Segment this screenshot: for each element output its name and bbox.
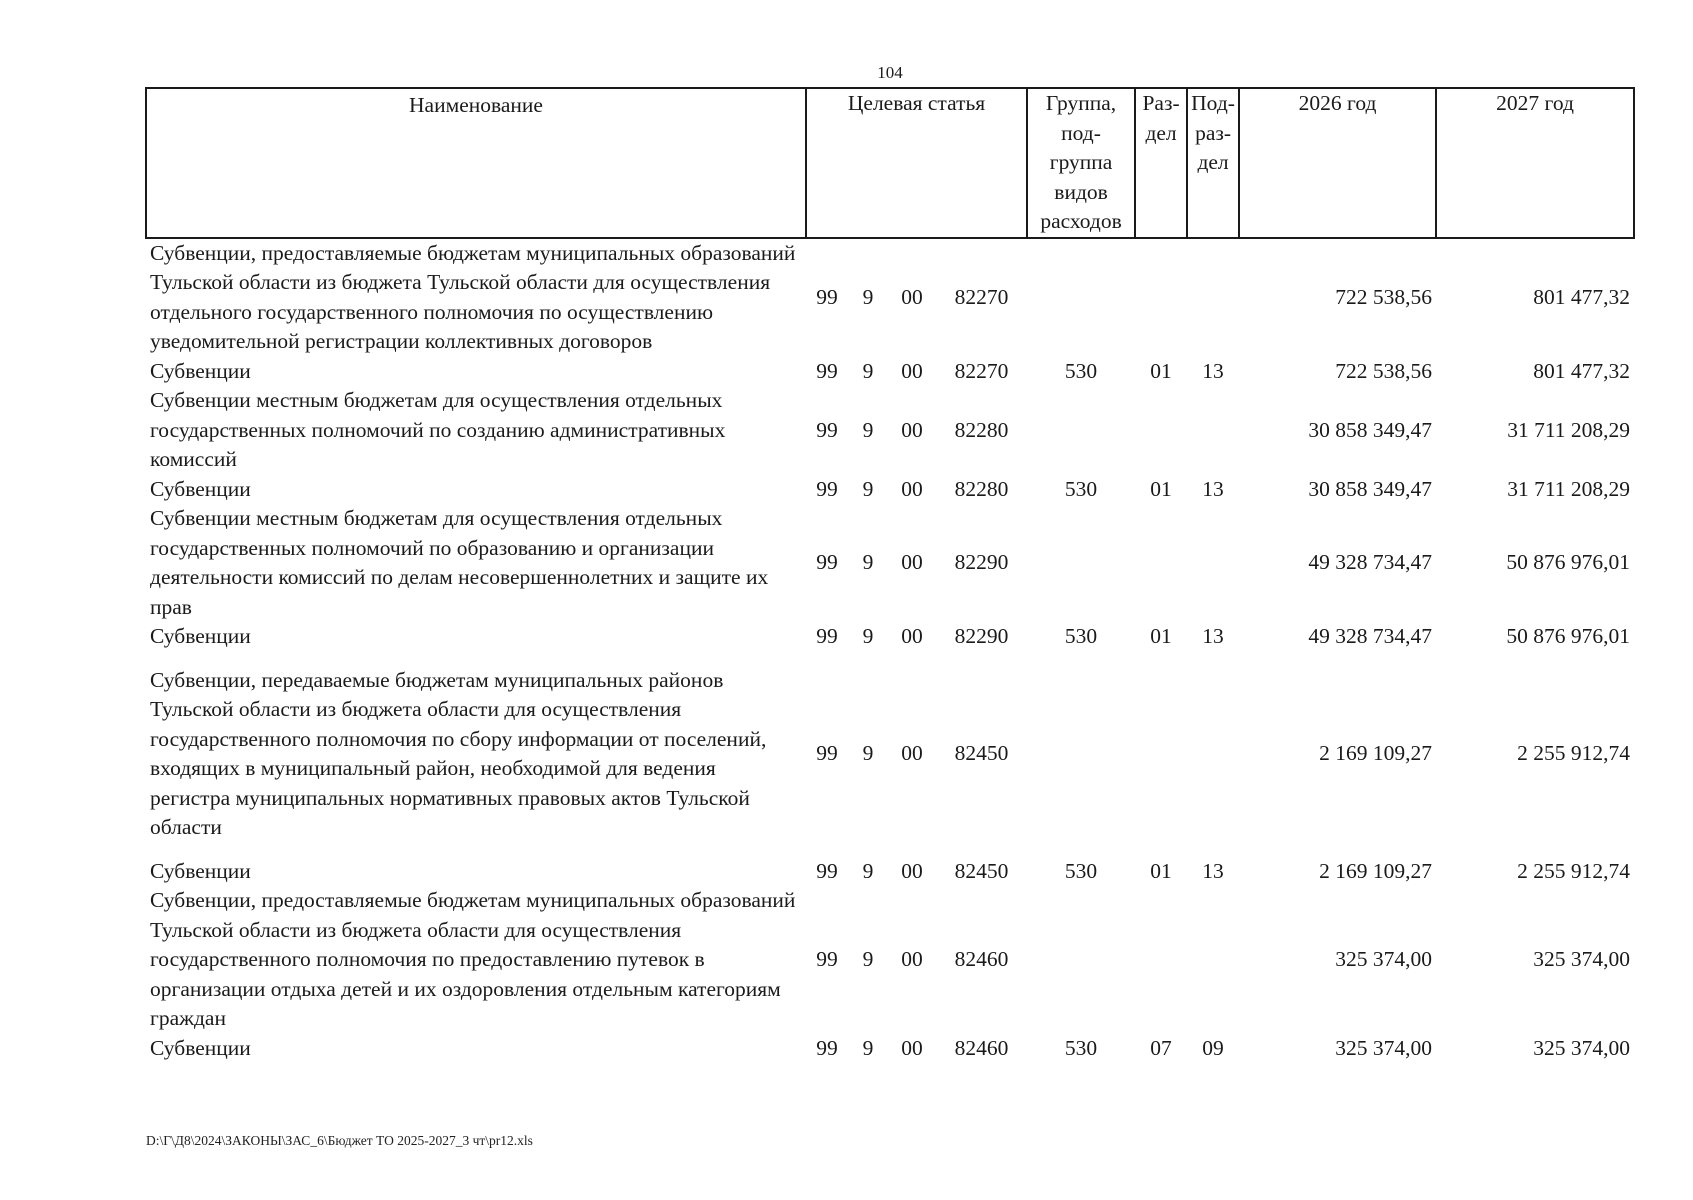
row-group — [1027, 386, 1135, 475]
row-cs-event: 00 — [901, 1035, 923, 1060]
table-row — [146, 357, 1634, 387]
row-name: Субвенции, предоставляемые бюджетам муниципальных образований Тульской области из бюджета области для осуществления государственного полномочия по предоставлению путевок в организации отдыха детей и их оздоровления отдельным категориям граждан — [150, 888, 796, 1030]
row-amount-2027: 2 255 912,74 — [1517, 741, 1631, 766]
row-name: Субвенции местным бюджетам для осуществления отдельных государственных полномочий по созданию административных комиссий — [150, 388, 726, 471]
header-target-article: Целевая статья — [806, 88, 1027, 238]
row-cs-subprogram: 9 — [862, 358, 874, 383]
row-amount-2026: 30 858 349,47 — [1308, 476, 1433, 501]
row-cs-direction: 82280 — [954, 476, 1009, 501]
row-cs-direction: 82290 — [954, 624, 1009, 648]
row-razdel: 07 — [1150, 1035, 1172, 1060]
row-podrazdel — [1187, 386, 1239, 475]
row-razdel: 01 — [1150, 476, 1172, 501]
row-cs-direction: 82460 — [954, 1035, 1009, 1060]
budget-table — [145, 87, 1635, 1063]
row-amount-2026: 722 538,56 — [1335, 284, 1433, 309]
row-amount-2027: 325 374,00 — [1533, 1035, 1631, 1060]
row-amount-2026: 49 328 734,47 — [1308, 550, 1433, 575]
row-cs-event: 00 — [901, 284, 923, 309]
table-row — [146, 386, 1634, 475]
row-amount-2026: 325 374,00 — [1335, 1035, 1433, 1060]
row-cs-subprogram: 9 — [862, 741, 874, 766]
row-group — [1027, 886, 1135, 1034]
row-cs-subprogram: 9 — [862, 624, 874, 648]
table-row — [146, 238, 1634, 357]
row-group — [1027, 504, 1135, 622]
row-cs-subprogram: 9 — [862, 550, 874, 575]
row-amount-2026: 325 374,00 — [1335, 947, 1433, 971]
row-cs-program: 99 — [816, 550, 838, 575]
row-cs-direction: 82270 — [954, 358, 1009, 383]
row-group — [1027, 238, 1135, 357]
row-cs-subprogram: 9 — [862, 417, 874, 442]
row-cs-program: 99 — [816, 741, 838, 766]
row-amount-2027: 2 255 912,74 — [1517, 858, 1631, 883]
row-cs-program: 99 — [816, 1035, 838, 1060]
row-group: 530 — [1064, 1035, 1098, 1060]
row-name: Субвенции — [150, 1035, 251, 1060]
row-name: Субвенции — [150, 624, 251, 648]
row-name: Субвенции, передаваемые бюджетам муниципальных районов Тульской области из бюджета области для осуществления государственного полномочия по сбору информации от поселений, входящих в муниципальный район, необходимой для ведения регистра муниципальных нормативных правовых актов Тульской области — [150, 667, 767, 839]
row-razdel — [1135, 386, 1187, 475]
row-name: Субвенции — [150, 358, 251, 383]
row-name: Субвенции — [150, 858, 251, 883]
table-row — [146, 504, 1634, 622]
row-cs-direction: 82450 — [954, 858, 1009, 883]
row-cs-direction: 82290 — [954, 550, 1009, 575]
row-cs-event: 00 — [901, 417, 923, 442]
row-cs-subprogram: 9 — [862, 858, 874, 883]
header-podrazdel: Под-раз-дел — [1187, 88, 1239, 238]
row-group: 530 — [1064, 624, 1098, 648]
row-group — [1027, 652, 1135, 857]
table-row — [146, 652, 1634, 857]
row-podrazdel: 13 — [1202, 358, 1224, 383]
row-amount-2026: 722 538,56 — [1335, 358, 1433, 383]
row-group: 530 — [1064, 476, 1098, 501]
row-podrazdel: 13 — [1202, 476, 1224, 501]
row-cs-program: 99 — [816, 476, 838, 501]
table-header-row — [146, 88, 1634, 238]
row-cs-direction: 82450 — [954, 741, 1009, 766]
row-razdel — [1135, 652, 1187, 857]
header-razdel: Раз-дел — [1135, 88, 1187, 238]
row-amount-2027: 801 477,32 — [1533, 358, 1631, 383]
row-amount-2027: 50 876 976,01 — [1506, 624, 1631, 648]
row-cs-program: 99 — [816, 284, 838, 309]
row-name: Субвенции — [150, 476, 251, 501]
table-row — [146, 857, 1634, 887]
row-cs-event: 00 — [901, 858, 923, 883]
row-group: 530 — [1064, 858, 1098, 883]
row-razdel: 01 — [1150, 358, 1172, 383]
table-row — [146, 622, 1634, 652]
row-name: Субвенции, предоставляемые бюджетам муниципальных образований Тульской области из бюджета Тульской области для осуществления отдельного государственного полномочия по осуществлению уведомительной регистрации коллективных договоров — [150, 240, 796, 353]
row-cs-program: 99 — [816, 858, 838, 883]
row-amount-2027: 325 374,00 — [1533, 947, 1631, 971]
row-cs-direction: 82460 — [954, 947, 1009, 971]
header-name: Наименование — [146, 88, 806, 238]
row-amount-2026: 2 169 109,27 — [1319, 741, 1433, 766]
header-year-2027: 2027 год — [1436, 88, 1634, 238]
row-razdel: 01 — [1150, 624, 1172, 648]
row-amount-2026: 2 169 109,27 — [1319, 858, 1433, 883]
row-cs-event: 00 — [901, 624, 923, 648]
row-podrazdel: 09 — [1202, 1035, 1224, 1060]
row-podrazdel — [1187, 504, 1239, 622]
row-amount-2026: 49 328 734,47 — [1308, 624, 1433, 648]
row-podrazdel: 13 — [1202, 624, 1224, 648]
row-amount-2027: 31 711 208,29 — [1507, 417, 1631, 442]
footer-file-path: D:\Г\Д8\2024\ЗАКОНЫ\ЗАС_6\Бюджет ТО 2025-2027_3 чт\pr12.xls — [146, 1133, 533, 1148]
row-cs-subprogram: 9 — [862, 476, 874, 501]
row-razdel — [1135, 238, 1187, 357]
row-podrazdel — [1187, 238, 1239, 357]
page-number: 104 — [877, 63, 903, 82]
row-podrazdel — [1187, 886, 1239, 1034]
row-cs-event: 00 — [901, 476, 923, 501]
row-cs-program: 99 — [816, 624, 838, 648]
row-cs-event: 00 — [901, 550, 923, 575]
row-podrazdel: 13 — [1202, 858, 1224, 883]
row-razdel — [1135, 886, 1187, 1034]
row-cs-direction: 82280 — [954, 417, 1009, 442]
row-group: 530 — [1064, 358, 1098, 383]
table-row — [146, 1034, 1634, 1064]
row-amount-2026: 30 858 349,47 — [1308, 417, 1433, 442]
table-row — [146, 886, 1634, 1034]
table-row — [146, 475, 1634, 505]
header-year-2026: 2026 год — [1239, 88, 1436, 238]
row-cs-subprogram: 9 — [862, 284, 874, 309]
row-amount-2027: 50 876 976,01 — [1506, 550, 1631, 575]
row-cs-program: 99 — [816, 358, 838, 383]
row-cs-direction: 82270 — [954, 284, 1009, 309]
row-razdel: 01 — [1150, 858, 1172, 883]
row-cs-program: 99 — [816, 417, 838, 442]
row-cs-event: 00 — [901, 741, 923, 766]
header-expense-group: Группа, под-группа видов расходов — [1027, 88, 1135, 238]
row-cs-subprogram: 9 — [862, 947, 874, 971]
row-cs-program: 99 — [816, 947, 838, 971]
row-name: Субвенции местным бюджетам для осуществления отдельных государственных полномочий по образованию и организации деятельности комиссий по делам несовершеннолетних и защите их прав — [150, 506, 769, 619]
row-amount-2027: 31 711 208,29 — [1507, 476, 1631, 501]
row-cs-subprogram: 9 — [862, 1035, 874, 1060]
row-cs-event: 00 — [901, 947, 923, 971]
row-razdel — [1135, 504, 1187, 622]
row-cs-event: 00 — [901, 358, 923, 383]
row-podrazdel — [1187, 652, 1239, 857]
row-amount-2027: 801 477,32 — [1533, 284, 1631, 309]
